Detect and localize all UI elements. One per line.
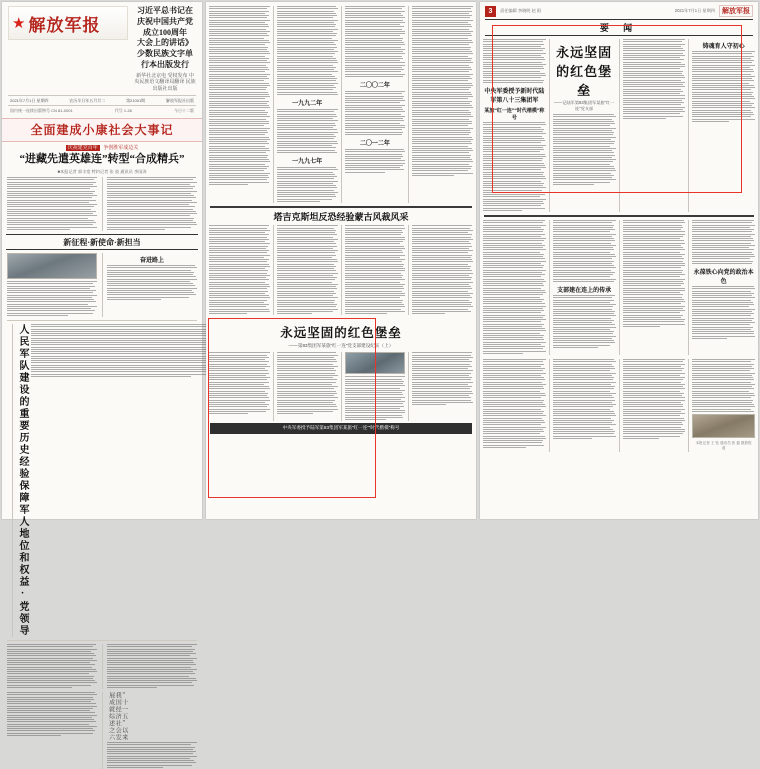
p3b-col-3: [619, 359, 686, 452]
body-text: [209, 352, 270, 414]
body-text: [7, 281, 97, 316]
p3-feature-sub: ——记陆军第83集团军某旅“红一连”党支部: [553, 100, 615, 111]
masthead: [2, 2, 202, 117]
p3-col-3: [619, 39, 686, 212]
body-text: [7, 692, 97, 736]
front-banner-title: 全面建成小康社会大事记: [30, 123, 174, 138]
top-headline: 习近平总书记在庆祝中国共产党成立100周年 大会上的讲话》少数民族文字单行本出版发行: [137, 6, 193, 69]
timeline-year: 一九九七年: [292, 159, 323, 165]
page-number: 3: [485, 6, 496, 17]
body-text: [692, 359, 755, 412]
page-three-bottom: [480, 359, 758, 452]
p3-photo: [692, 414, 755, 438]
body-text: [209, 225, 270, 314]
mid-article-body: [206, 225, 476, 315]
body-text: [345, 91, 406, 135]
body-text: [107, 177, 197, 230]
bottom-left-body: [2, 692, 202, 769]
top-headline-sub: 新华社北京电 受权发布 中央民族语文翻译局翻译 民族出版社出版: [134, 72, 196, 92]
masthead-meta: [8, 95, 196, 106]
p3-subhead-left-2: 某旅“红一连”“时代楷模”称号: [484, 109, 545, 121]
timeline-year: 二〇〇二年: [359, 83, 390, 89]
body-text: [692, 286, 755, 339]
mini-masthead: 解放军报: [719, 5, 753, 17]
body-text: [553, 295, 616, 348]
lead-body: [2, 177, 202, 231]
vertical-subtitle: “十一五”以来我国经济社会发展成就综述之六: [107, 692, 127, 742]
section-title: 要 闻: [485, 19, 753, 36]
body-text: [553, 114, 616, 185]
p3b-col-1: [483, 359, 546, 452]
date-line: 2021年7月1日 星期四: [10, 97, 49, 103]
page-three-mid: [480, 220, 758, 355]
body-text: [623, 359, 686, 439]
feature-photo: [345, 352, 406, 374]
body-text: [277, 109, 338, 153]
p3-column-head-1: 铸魂育人守初心: [702, 44, 745, 50]
feature-col-1: [209, 352, 270, 421]
body-text: [345, 6, 406, 77]
body-text: [623, 220, 686, 327]
page-date: 2021年7月1日 星期四: [674, 8, 715, 13]
mid-article-title: 塔吉克斯坦反恐经验蒙古风裁风采: [273, 212, 409, 222]
body-text: [692, 220, 755, 264]
page-three: [480, 2, 758, 519]
inner-col-4: [408, 6, 473, 203]
body-text: [345, 225, 406, 314]
masthead-meta-2: [8, 106, 196, 115]
sub-article-title: 奋进路上: [139, 258, 164, 265]
body-text: [553, 220, 616, 282]
inner-col-3: [341, 6, 406, 203]
inner-top-columns: [206, 2, 476, 203]
body-text: [345, 376, 406, 420]
section-band: 新征程·新使命·新担当: [6, 234, 198, 250]
edition-line: 第21001期: [126, 97, 146, 103]
page-three-header: [480, 2, 758, 19]
body-text: [277, 167, 338, 202]
body-text: [7, 644, 97, 688]
inner-col-2: [273, 6, 338, 203]
body-text: [483, 122, 546, 211]
front-banner: [2, 118, 202, 142]
p3b-col-2: [549, 359, 616, 452]
p3m-col-2: [549, 220, 616, 355]
body-text: [107, 644, 197, 688]
body-text: [277, 225, 338, 314]
mid-left-body: [2, 324, 202, 637]
body-text: [412, 225, 473, 314]
sub-col-1: [7, 253, 97, 317]
feature-banner: 中央军委授予陆军第83集团军某旅“红一连”“时代楷模”称号: [210, 423, 472, 433]
newspaper-title: 解放军报: [28, 15, 101, 35]
body-text: [483, 39, 546, 83]
p3-photo-caption: 本报记者 王 钰 通讯员 张 磊 摄影报道: [695, 440, 752, 450]
pages-line: 今日十二版: [174, 107, 194, 113]
lead-kicker: [2, 142, 202, 152]
lower-left-body: [2, 644, 202, 689]
mid-body-col-4: [408, 225, 473, 315]
article-photo: [7, 253, 97, 279]
body-text: [483, 359, 546, 448]
issn-line: 国内统一连续出版物号 CN 81-0001: [10, 107, 73, 113]
p3-col-4: [688, 39, 755, 212]
feature-subheadline: ——第83集团军某旅“红一连”党支部建设纪实（上）: [288, 343, 394, 349]
star-icon: ★: [12, 14, 26, 32]
lower-left-col-1: [7, 644, 97, 689]
feature-headline: 永远坚固的红色堡垒: [280, 326, 402, 341]
newspaper-logo: [8, 6, 128, 40]
p3-feature-headline: 永远坚固的红色堡垒: [556, 45, 613, 98]
vertical-headline: 人民军队建设的重要历史经验保障军人地位和权益·党领导: [17, 324, 28, 638]
body-text: [553, 359, 616, 439]
timeline-year: 一九九二年: [292, 101, 323, 107]
p3-subhead-left: 中央军委授予新时代陆军第八十三集团军: [484, 89, 545, 104]
sub-col-2: [102, 253, 197, 317]
section-editor: 责任编辑 李晓明 赵 阳: [500, 8, 542, 13]
mid-body-col-1: [209, 225, 270, 315]
p3-col-1: [483, 39, 546, 212]
feature-col-2: [273, 352, 338, 421]
bottom-left-col-2: [102, 692, 197, 769]
p3m-col-3: [619, 220, 686, 355]
feature-col-3: [341, 352, 406, 421]
front-page: [2, 2, 202, 742]
timeline-year: 二〇一二年: [359, 141, 390, 147]
lead-col-1: [7, 177, 97, 231]
p3m-col-4: [688, 220, 755, 355]
body-text: [412, 6, 473, 176]
lead-headline: “进藏先遣英雄连”转型“合成精兵”: [19, 153, 185, 166]
bottom-left-col-1: [7, 692, 97, 769]
feature-col-4: [408, 352, 473, 421]
issue-line: 农历辛丑年五月廿二: [69, 97, 106, 103]
body-text: [692, 51, 755, 122]
lead-kicker-tag: 庆祝建党百年: [67, 145, 98, 152]
publisher-line: 解放军报社出版: [165, 97, 194, 103]
mid-body-col-3: [341, 225, 406, 315]
p3-column-head-2: 支部建在连上的传承: [557, 288, 612, 294]
lead-byline: ■本报记者 郭丰宽 特约记者 张 放 通讯员 李国涛: [57, 169, 147, 175]
code-line: 代号 1-26: [114, 107, 132, 113]
inner-col-1: [209, 6, 270, 203]
body-text: [7, 177, 97, 230]
p3b-col-4: [688, 359, 755, 452]
feature-body: [206, 352, 476, 421]
body-text: [107, 265, 197, 300]
body-text: [209, 6, 270, 185]
mid-body-col-2: [273, 225, 338, 315]
lead-kicker-text: 争创胜军成边关: [103, 145, 139, 152]
body-text: [412, 352, 473, 405]
p3m-col-1: [483, 220, 546, 355]
body-text: [277, 6, 338, 95]
body-text: [623, 39, 686, 119]
inner-page: [206, 2, 476, 519]
sub-article-1: [2, 253, 202, 317]
page-three-top: [480, 36, 758, 212]
lead-col-2: [102, 177, 197, 231]
lower-left-col-2: [102, 644, 197, 689]
p3-column-head-3: 永葆铁心向党的政治本色: [693, 270, 754, 285]
body-text: [345, 149, 406, 173]
p3-col-2: [549, 39, 616, 212]
mid-feature-article: [206, 315, 476, 433]
body-text: [107, 742, 197, 768]
body-text: [277, 352, 338, 414]
body-text: [483, 220, 546, 354]
